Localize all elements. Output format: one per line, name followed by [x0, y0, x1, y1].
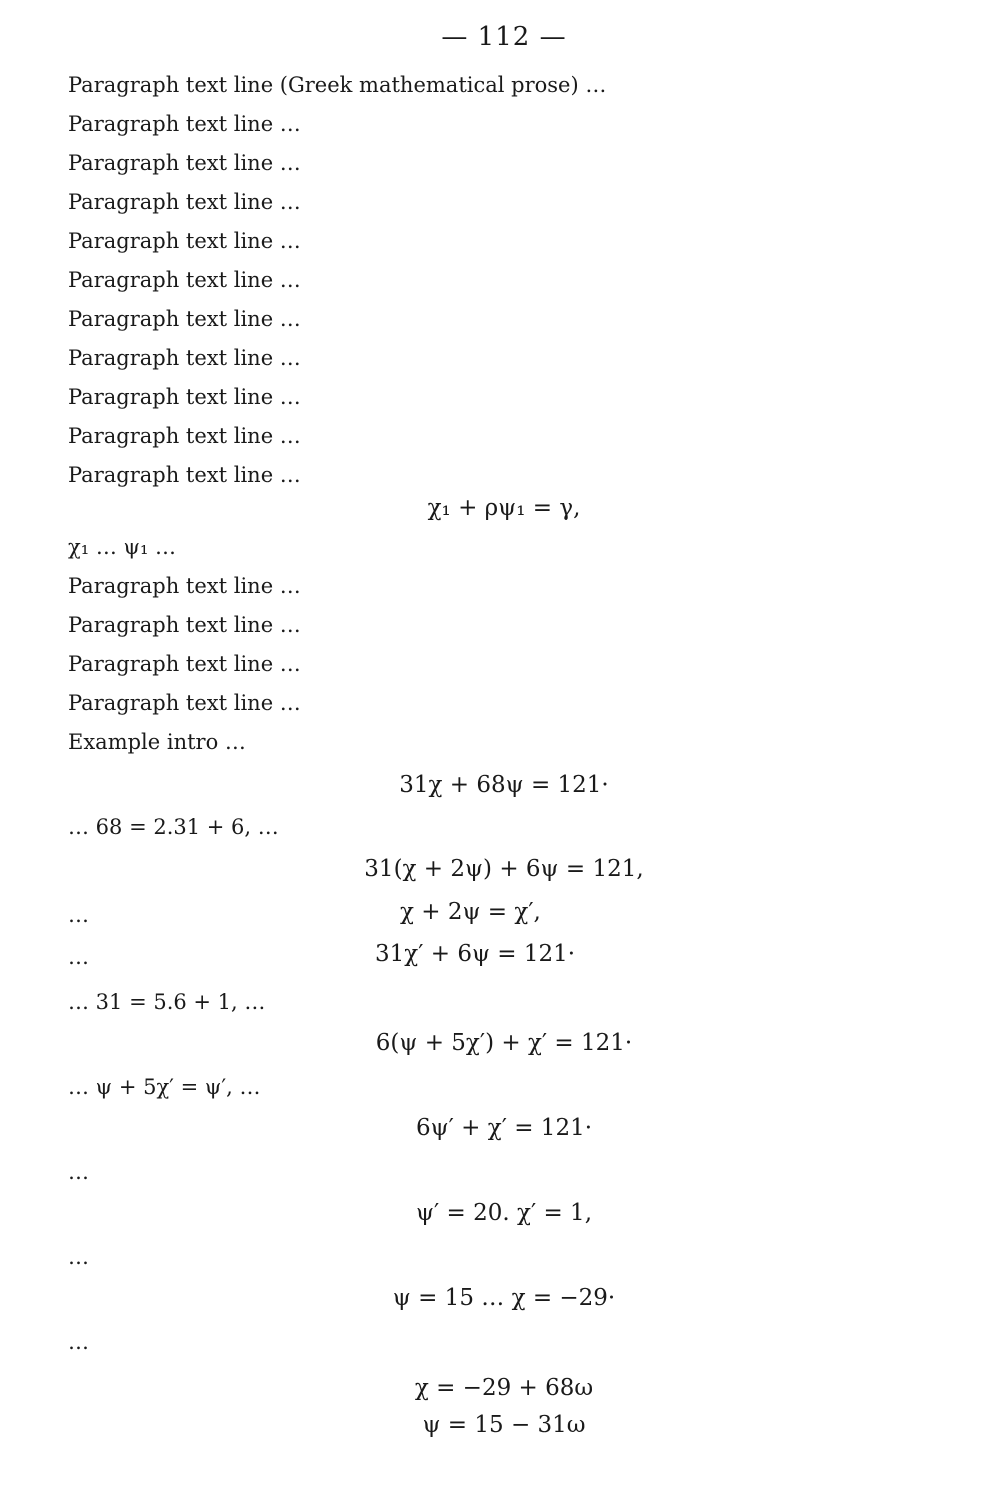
equation: 31χ′ + 6ψ = 121·: [375, 941, 576, 967]
text-line: Paragraph text line …: [68, 229, 301, 253]
text-line: Paragraph text line …: [68, 463, 301, 487]
text-line: … ψ + 5χ′ = ψ′, …: [68, 1075, 261, 1099]
text-line: Example intro …: [68, 730, 246, 754]
equation: χ + 2ψ = χ′,: [400, 899, 541, 925]
text-line: Paragraph text line …: [68, 151, 301, 175]
text-line: Paragraph text line …: [68, 691, 301, 715]
equation: χ = −29 + 68ω: [414, 1375, 594, 1401]
text-line: …: [68, 1330, 89, 1354]
equation: 6(ψ + 5χ′) + χ′ = 121·: [375, 1030, 633, 1056]
page-number: — 112 —: [441, 22, 567, 52]
equation: 31(χ + 2ψ) + 6ψ = 121,: [364, 856, 644, 882]
equation: ψ = 15 … χ = −29·: [392, 1285, 616, 1311]
equation: 6ψ′ + χ′ = 121·: [415, 1115, 593, 1141]
text-line: … 31 = 5.6 + 1, …: [68, 990, 266, 1014]
text-line: …: [68, 1245, 89, 1269]
equation: ψ = 15 − 31ω: [422, 1412, 586, 1438]
text-line: Paragraph text line …: [68, 307, 301, 331]
equation: χ₁ + ρψ₁ = γ,: [427, 495, 581, 521]
text-line: Paragraph text line …: [68, 613, 301, 637]
text-line: … 68 = 2.31 + 6, …: [68, 815, 279, 839]
text-line: Paragraph text line …: [68, 112, 301, 136]
text-line: Paragraph text line …: [68, 268, 301, 292]
text-line: …: [68, 903, 89, 927]
equation: ψ′ = 20. χ′ = 1,: [415, 1200, 593, 1226]
text-line: χ₁ … ψ₁ …: [68, 535, 177, 559]
text-line: Paragraph text line …: [68, 574, 301, 598]
text-line: Paragraph text line …: [68, 652, 301, 676]
text-line: Paragraph text line (Greek mathematical prose) …: [68, 73, 607, 97]
text-line: …: [68, 945, 89, 969]
text-line: Paragraph text line …: [68, 385, 301, 409]
text-line: …: [68, 1160, 89, 1184]
text-line: Paragraph text line …: [68, 424, 301, 448]
text-line: Paragraph text line …: [68, 190, 301, 214]
text-line: Paragraph text line …: [68, 346, 301, 370]
equation: 31χ + 68ψ = 121·: [399, 772, 609, 798]
